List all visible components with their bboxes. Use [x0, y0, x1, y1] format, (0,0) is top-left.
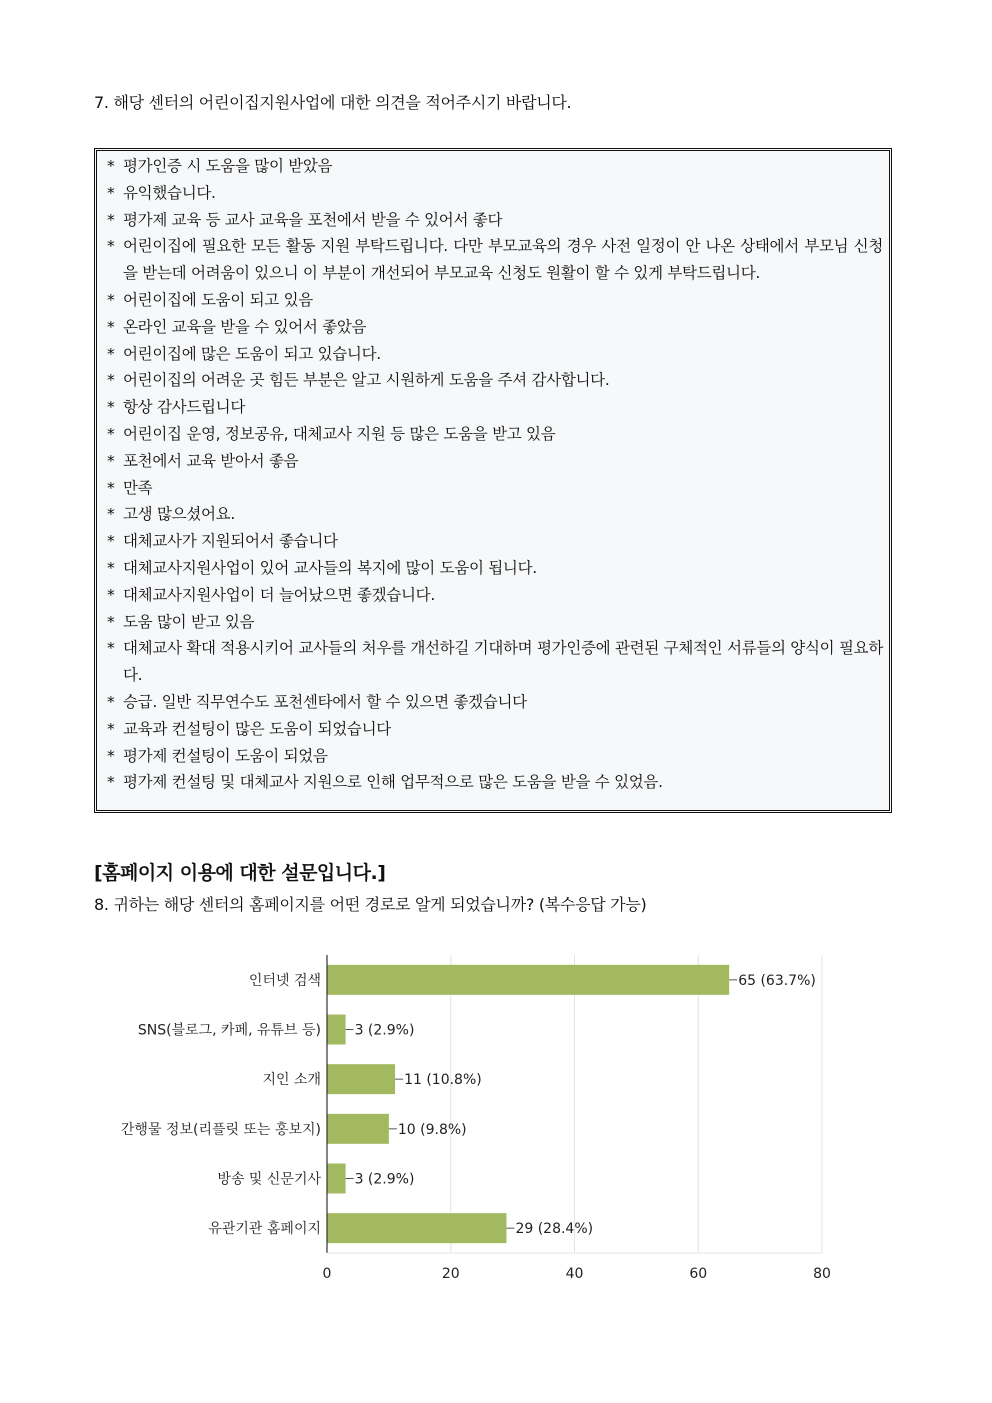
bar [327, 1213, 506, 1243]
response-item: * 평가제 컨설팅 및 대체교사 지원으로 인해 업무적으로 많은 도움을 받을 수 있었음. [105, 769, 883, 796]
data-label: 10 (9.8%) [397, 1121, 467, 1138]
category-label: 인터넷 검색 [248, 972, 321, 989]
response-item: * 도움 많이 받고 있음 [105, 609, 883, 636]
category-label: 간행물 정보(리플릿 또는 홍보지) [120, 1121, 321, 1138]
x-tick-label: 0 [322, 1266, 332, 1282]
response-item: * 어린이집에 도움이 되고 있음 [105, 287, 883, 314]
response-item: * 대체교사 확대 적용시키어 교사들의 처우를 개선하길 기대하며 평가인증에 관련된 구체적인 서류들의 양식이 필요하다. [105, 635, 883, 689]
response-item: * 온라인 교육을 받을 수 있어서 좋았음 [105, 314, 883, 341]
response-item: * 어린이집에 필요한 모든 활동 지원 부탁드립니다. 다만 부모교육의 경우 사전 일정이 안 나온 상태에서 부모님 신청을 받는데 어려움이 있으니 이 부분이 개선되어 부모교육 신청도 원활이 할 수 있게 부탁드립니다. [105, 233, 883, 287]
category-label: SNS(블로그, 카페, 유튜브 등) [137, 1022, 321, 1039]
response-item: * 교육과 컨설팅이 많은 도움이 되었습니다 [105, 716, 883, 743]
response-item: * 유익했습니다. [105, 180, 883, 207]
data-label: 3 (2.9%) [354, 1171, 415, 1188]
response-item: * 항상 감사드립니다 [105, 394, 883, 421]
response-box [94, 148, 892, 813]
response-item: * 어린이집의 어려운 곳 힘든 부분은 알고 시원하게 도움을 주셔 감사합니다. [105, 367, 883, 394]
data-label: 3 (2.9%) [354, 1022, 415, 1039]
bar [327, 1164, 346, 1194]
response-item: * 승급. 일반 직무연수도 포천센타에서 할 수 있으면 좋겠습니다 [105, 689, 883, 716]
response-item: * 어린이집에 많은 도움이 되고 있습니다. [105, 341, 883, 368]
response-item: * 만족 [105, 475, 883, 502]
response-item: * 평가인증 시 도움을 많이 받았음 [105, 153, 883, 180]
response-item: * 평가제 컨설팅이 도움이 되었음 [105, 743, 883, 770]
response-list [105, 153, 883, 796]
x-tick-label: 60 [689, 1266, 708, 1282]
x-tick-label: 20 [441, 1266, 460, 1282]
data-label: 29 (28.4%) [515, 1221, 594, 1238]
x-tick-label: 40 [565, 1266, 584, 1282]
category-label: 방송 및 신문기사 [217, 1171, 321, 1188]
bar [327, 1114, 389, 1144]
response-item: * 대체교사지원사업이 더 늘어났으면 좋겠습니다. [105, 582, 883, 609]
data-label: 11 (10.8%) [404, 1072, 482, 1089]
data-label: 65 (63.7%) [738, 972, 816, 989]
response-item: * 포천에서 교육 받아서 좋음 [105, 448, 883, 475]
response-item: * 평가제 교육 등 교사 교육을 포천에서 받을 수 있어서 좋다 [105, 207, 883, 234]
section-title: [홈페이지 이용에 대한 설문입니다.] [94, 862, 386, 884]
question-8: 8. 귀하는 해당 센터의 홈페이지를 어떤 경로로 알게 되었습니까? (복수응답 가능) [94, 895, 647, 914]
question-7: 7. 해당 센터의 어린이집지원사업에 대한 의견을 적어주시기 바랍니다. [94, 93, 572, 112]
response-item: * 대체교사지원사업이 있어 교사들의 복지에 많이 도움이 됩니다. [105, 555, 883, 582]
response-item: * 대체교사가 지원되어서 좋습니다 [105, 528, 883, 555]
category-label: 지인 소개 [262, 1072, 321, 1089]
bar-chart [120, 945, 860, 1295]
bar [327, 1015, 346, 1045]
category-label: 유관기관 홈페이지 [208, 1221, 321, 1238]
bar [327, 1064, 395, 1094]
response-item: * 어린이집 운영, 정보공유, 대체교사 지원 등 많은 도움을 받고 있음 [105, 421, 883, 448]
x-tick-label: 80 [813, 1266, 831, 1282]
bar [327, 965, 729, 995]
response-item: * 고생 많으셨어요. [105, 501, 883, 528]
